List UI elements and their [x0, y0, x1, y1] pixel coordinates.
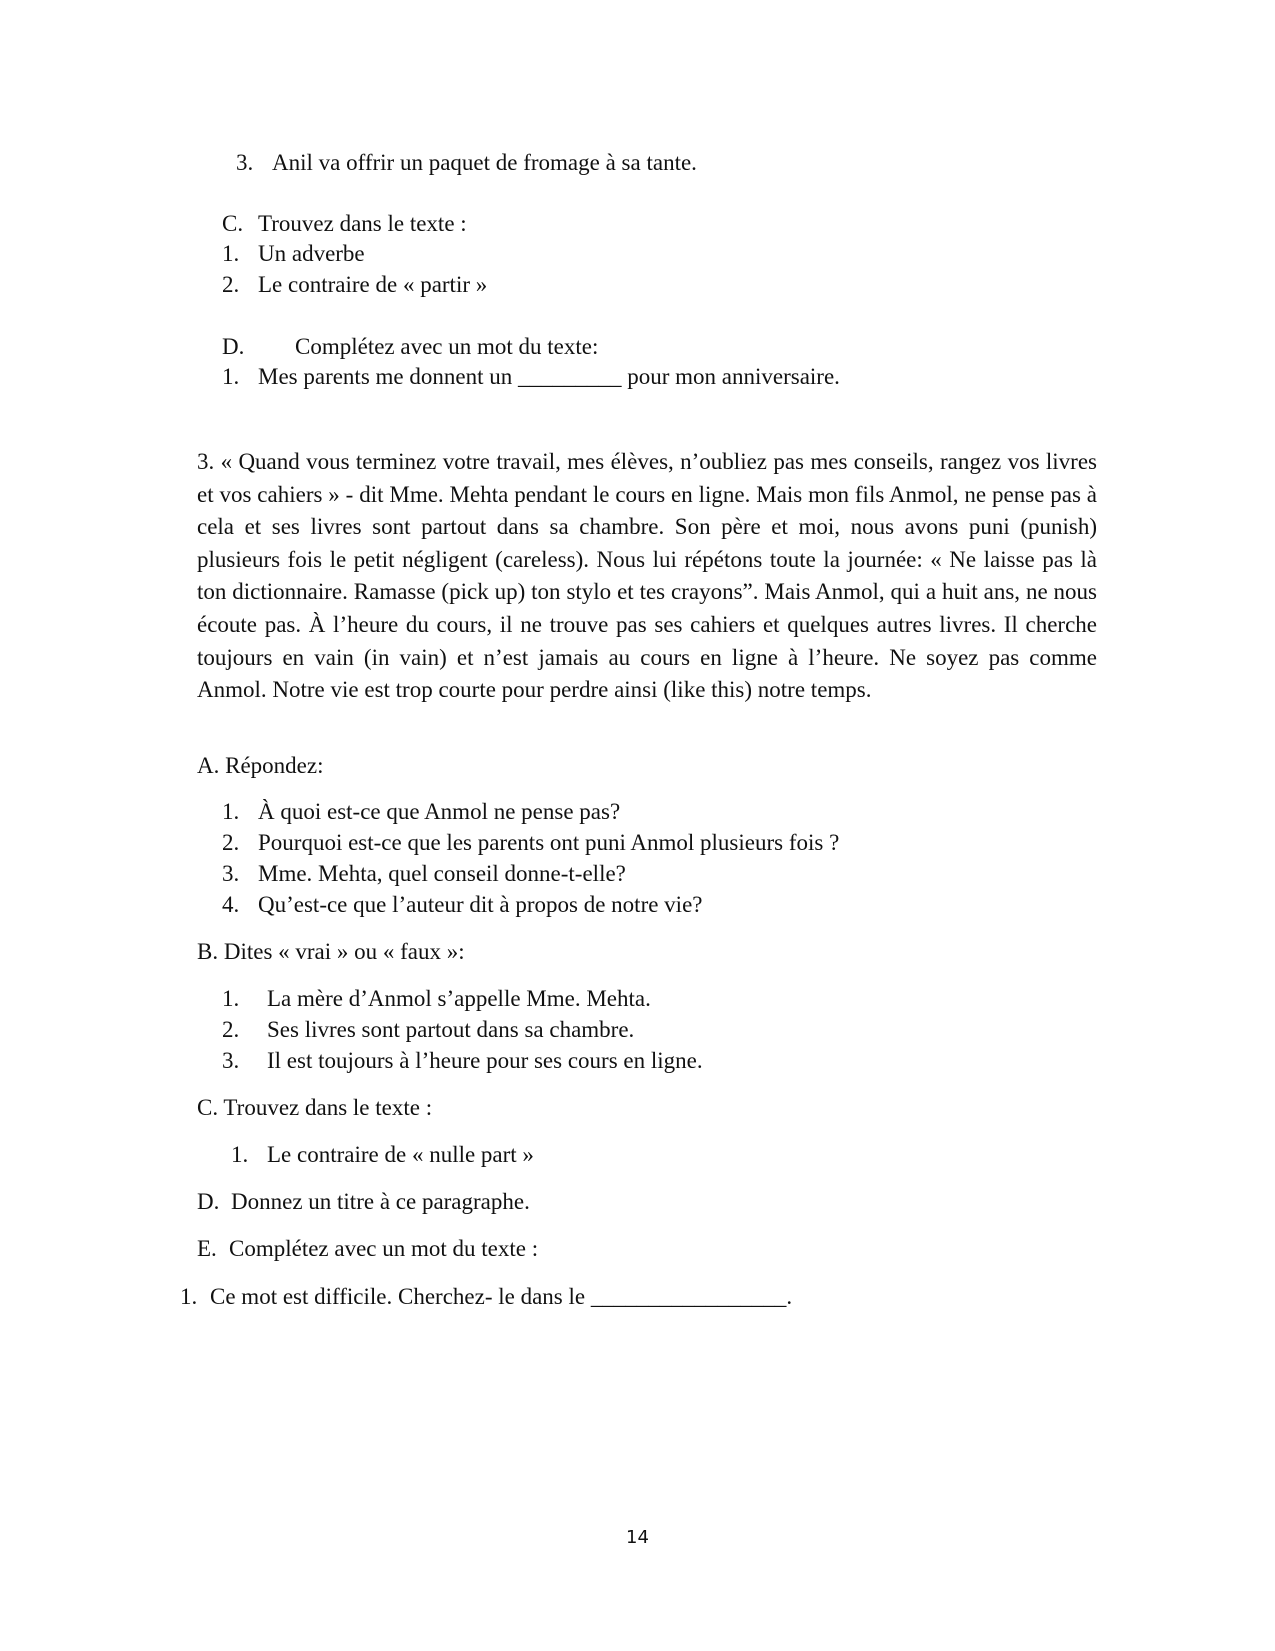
- list-number: 1.: [222, 986, 240, 1011]
- section-heading: C. Trouvez dans le texte :: [197, 1095, 433, 1120]
- list-number: 1.: [231, 1142, 249, 1167]
- statement-text: Il est toujours à l’heure pour ses cours en ligne.: [267, 1048, 703, 1073]
- list-number: 3.: [222, 1048, 240, 1073]
- list-number: 1.: [222, 241, 240, 266]
- list-number: 2.: [222, 272, 240, 297]
- section-heading: Trouvez dans le texte :: [258, 211, 467, 236]
- question-text: À quoi est-ce que Anmol ne pense pas?: [258, 799, 621, 824]
- question-text: Pourquoi est-ce que les parents ont puni Anmol plusieurs fois ?: [258, 830, 840, 855]
- section-letter: D.: [197, 1189, 220, 1214]
- list-item-text: Anil va offrir un paquet de fromage à sa tante.: [272, 150, 697, 175]
- list-number: 2.: [222, 830, 240, 855]
- question-text: Mme. Mehta, quel conseil donne-t-elle?: [258, 861, 626, 886]
- list-item-text: Un adverbe: [258, 241, 365, 266]
- list-number: 1.: [222, 799, 240, 824]
- section-heading: Complétez avec un mot du texte :: [229, 1236, 539, 1261]
- section-heading: A. Répondez:: [197, 753, 324, 778]
- reading-passage: 3. « Quand vous terminez votre travail, mes élèves, n’oubliez pas mes conseils, rangez vos livres et vos cahiers » - dit Mme. Mehta pendant le cours en ligne. Mais mon fils Anmol, ne pense pas à cela et ses livres sont partout dans sa chambre. Son père et moi, nous avons puni (punish) plusieurs fois le petit négligent (careless). Nous lui répétons toute la journée: « Ne laisse pas là ton dictionnaire. Ramasse (pick up) ton stylo et tes crayons”. Mais Anmol, qui a huit ans, ne nous écoute pas. À l’heure du cours, il ne trouve pas ses cahiers et quelques autres livres. Il cherche toujours en vain (in vain) et n’est jamais au cours en ligne à l’heure. Ne soyez pas comme Anmol. Notre vie est trop courte pour perdre ainsi (like this) notre temps.: [197, 449, 1097, 703]
- fill-in-blank-text: Ce mot est difficile. Cherchez- le dans le _________________.: [210, 1284, 793, 1309]
- list-number: 3.: [236, 150, 254, 175]
- section-heading: B. Dites « vrai » ou « faux »:: [197, 939, 465, 964]
- section-heading: Complétez avec un mot du texte:: [295, 334, 599, 359]
- list-number: 2.: [222, 1017, 240, 1042]
- question-text: Le contraire de « nulle part »: [267, 1142, 534, 1167]
- statement-text: Ses livres sont partout dans sa chambre.: [267, 1017, 635, 1042]
- statement-text: La mère d’Anmol s’appelle Mme. Mehta.: [267, 986, 651, 1011]
- fill-in-blank-text: Mes parents me donnent un _________ pour mon anniversaire.: [258, 364, 840, 389]
- list-item-text: Le contraire de « partir »: [258, 272, 488, 297]
- section-letter: C.: [222, 211, 244, 236]
- page-number: 14: [626, 1527, 649, 1548]
- list-number: 1.: [222, 364, 240, 389]
- list-number: 1.: [180, 1284, 198, 1309]
- list-number: 4.: [222, 892, 240, 917]
- list-number: 3.: [222, 861, 240, 886]
- section-letter: D.: [222, 334, 245, 359]
- section-heading: Donnez un titre à ce paragraphe.: [231, 1189, 530, 1214]
- section-letter: E.: [197, 1236, 217, 1261]
- question-text: Qu’est-ce que l’auteur dit à propos de notre vie?: [258, 892, 703, 917]
